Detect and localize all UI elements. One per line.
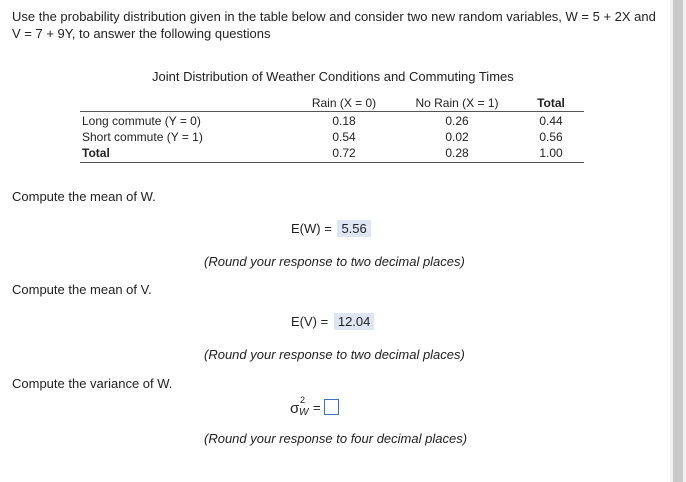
answer-input-variance-w[interactable]	[324, 399, 339, 415]
rounding-note-1: (Round your response to two decimal places)	[204, 254, 465, 269]
cell-total-total: 1.00	[539, 146, 563, 160]
answer-label-ew: E(W) =	[291, 221, 332, 236]
row-label-long-commute: Long commute (Y = 0)	[82, 114, 201, 128]
header-total: Total	[537, 96, 565, 110]
scrollbar-thumb[interactable]	[673, 0, 683, 482]
header-divider	[80, 111, 584, 112]
row-label-total: Total	[82, 146, 110, 160]
row-label-short-commute: Short commute (Y = 1)	[82, 130, 203, 144]
instructions	[12, 8, 662, 42]
cell-long-total: 0.44	[539, 114, 563, 128]
question-mean-v: Compute the mean of V.	[12, 282, 152, 297]
cell-short-total: 0.56	[539, 130, 563, 144]
equals-sign: =	[313, 400, 321, 415]
cell-short-norain: 0.02	[445, 130, 469, 144]
superscript-2: 2	[300, 395, 306, 405]
answer-label-ev: E(V) =	[291, 314, 329, 329]
cell-short-rain: 0.54	[332, 130, 356, 144]
cell-long-norain: 0.26	[445, 114, 469, 128]
cell-long-rain: 0.18	[332, 114, 356, 128]
answer-mean-v	[291, 313, 374, 330]
subscript-w: W	[299, 407, 309, 418]
header-no-rain: No Rain (X = 1)	[415, 96, 499, 110]
vertical-scrollbar[interactable]	[670, 0, 686, 482]
answer-mean-w	[291, 220, 371, 237]
rounding-note-3: (Round your response to four decimal places)	[204, 431, 468, 446]
rounding-note-2: (Round your response to two decimal places)	[204, 347, 465, 362]
answer-field-ev[interactable]: 12.04	[334, 313, 375, 330]
instructions-line-1: Use the probability distribution given in the table below and consider two new random variables, W = 5 + 2X and	[12, 9, 656, 24]
instructions-line-2: V = 7 + 9Y, to answer the following questions	[12, 26, 271, 41]
cell-total-norain: 0.28	[445, 146, 469, 160]
header-rain: Rain (X = 0)	[311, 96, 377, 110]
sigma-symbol: σ	[290, 400, 300, 417]
question-variance-w: Compute the variance of W.	[12, 376, 173, 391]
table-bottom-rule	[80, 162, 584, 163]
table-title: Joint Distribution of Weather Conditions and Commuting Times	[152, 69, 514, 84]
question-mean-w: Compute the mean of W.	[12, 189, 156, 204]
cell-total-rain: 0.72	[332, 146, 356, 160]
answer-field-ew[interactable]: 5.56	[337, 220, 370, 237]
